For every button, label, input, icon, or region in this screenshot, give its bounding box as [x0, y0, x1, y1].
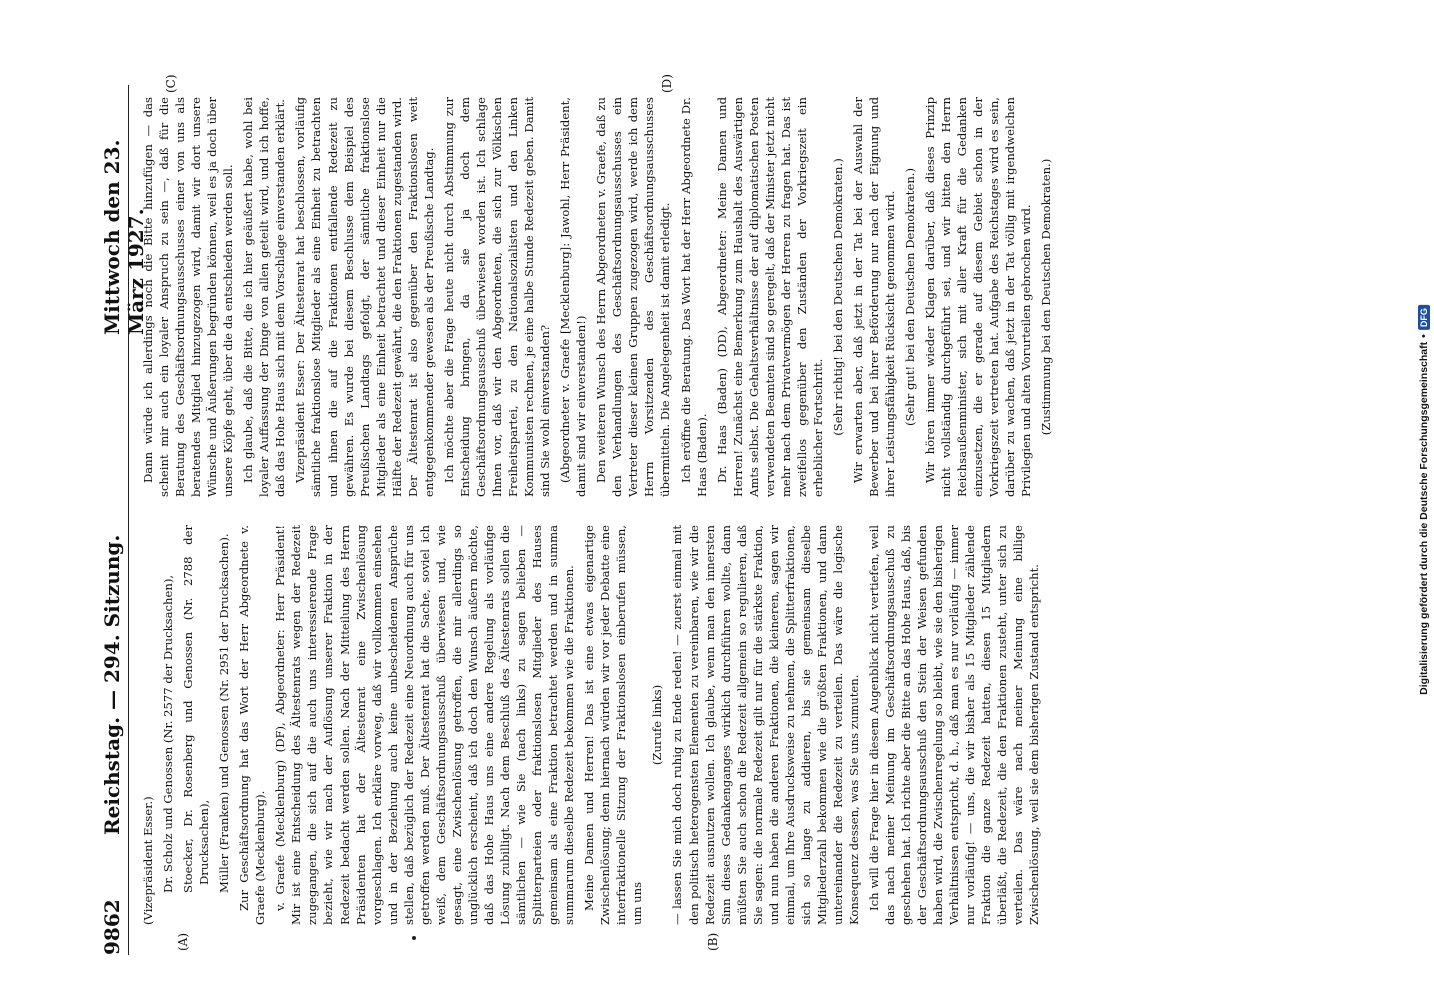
margin-marker-c: (C) — [164, 74, 178, 93]
speech-paragraph: Vizepräsident Esser: Der Ältestenrat hat beschlossen, vorläufig sämtliche fraktionslose Mitglieder als eine Einheit zu betrachten und ihnen die auf die Fraktionen entfallende Redezeit zu gewähren. Es wurde bei diesem Beschlusse dem Beispiel des Preußischen Landtags gefolgt, der sämtliche fraktionslose Mitglieder als eine Einheit betrachtet und dieser Einheit nur die Hälfte der Redezeit gewährt, die den Fraktionen zugestanden wird. Der Ältestenrat ist also gegenüber den Fraktionslosen weit entgegenkommender gewesen als der Preußische Landtag. — [293, 97, 436, 497]
paragraph: Ich glaube, daß die Bitte, die ich hier geäußert habe, wohl bei loyaler Auffassung der Dinge von allen geteilt wird, und ich hoffe, daß das Hohe Haus sich mit dem Vorschlage einverstanden erklärt. — [241, 97, 288, 497]
margin-marker-a: (A) — [176, 932, 190, 951]
credit-line — [1418, 305, 1430, 695]
paragraph: Dann würde ich allerdings noch die Bitte hinzufügen — das scheint mir auch ein loyaler Anspruch zu sein —, daß für die Beratung des Geschäftsordnungsausschusses einer von uns als beratendes Mitglied hinzugezogen wird, damit wir dort unsere Wünsche und Äußerungen begründen können, weil es ja doch über unsere Köpfe geht, über die da entschieden werden soll. — [141, 97, 236, 497]
interjection: (Zustimmung bei den Deutschen Demokraten.) — [1039, 158, 1054, 436]
header-date: Mittwoch den 23. März 1927. — [100, 139, 148, 335]
paragraph: Zur Geschäftsordnung hat das Wort der Herr Abgeordnete v. Graefe (Mecklenburg). — [237, 525, 268, 925]
digitization-credit — [1410, 6, 1432, 994]
speech-paragraph: Dr. Haas (Baden) (DD), Abgeordneter: Meine Damen und Herren! Zunächst eine Bemerkung zum Haushalt des Auswärtigen Amts selbst. Die Gehaltsverhältnisse der auf diplomatischen Posten verwendeten Beamten sind so geregelt, daß der Minister jetzt nicht mehr nach dem Privatvermögen der Herren zu fragen hat. Das ist zweifellos gegenüber den Zuständen der Vorkriegszeit ein erheblicher Fortschritt. — [714, 97, 825, 497]
paragraph: Wir hören immer wieder Klagen darüber, daß dieses Prinzip nicht vollständig durchgeführt sei, und wir bitten den Herrn Reichsaußenminister, sich mit aller Kraft für die Gedanken einzusetzen, die er gerade auf diesem Gebiet schon in der Vorkriegszeit vertreten hat. Aufgabe des Reichstages wird es sein, darüber zu wachen, daß jetzt in der Tat völlig mit irgendwelchen Privilegien und alten Vorurteilen gebrochen wird. — [923, 97, 1034, 497]
paragraph: Meine Damen und Herren! Das ist eine etwas eigenartige Zwischenlösung; denn hiernach würden wir vor jeder Debatte eine interfraktionelle Sitzung der Fraktionslosen einberufen müssen, um uns — [582, 525, 645, 925]
dfg-logo: DFG — [1418, 305, 1430, 330]
left-column — [140, 525, 1047, 925]
margin-dot — [412, 936, 416, 940]
list-item: Stoecker, Dr. Rosenberg und Genossen (Nr. 2788 der Drucksachen), — [181, 525, 212, 893]
paragraph: Den weiteren Wunsch des Herrn Abgeordneten v. Graefe, daß zu den Verhandlungen des Geschäftsordnungsausschusses ein Vertreter dieser kleinen Gruppen zugezogen wird, werde ich dem Herrn Vorsitzenden des Geschäftsordnungsausschusses übermitteln. Die Angelegenheit ist damit erledigt. — [594, 97, 673, 497]
interjection: (Sehr richtig! bei den Deutschen Demokraten.) — [830, 158, 845, 436]
margin-marker-d: (D) — [660, 74, 674, 93]
paragraph: (Vizepräsident Esser.) — [141, 796, 155, 925]
credit-text: Digitalisierung gefördert durch die Deutsche Forschungsgemeinschaft — [1418, 341, 1430, 695]
paragraph: Ich eröffne die Beratung. Das Wort hat der Herr Abgeordnete Dr. Haas (Baden). — [678, 97, 709, 497]
rotated-page — [80, 74, 1210, 955]
paragraph: — lassen Sie mich doch ruhig zu Ende reden! — zuerst einmal mit den politisch heterogensten Elementen zu vereinbaren, wie wir die Redezeit ausnutzen wollen. Ich glaube, wenn man den innersten Sinn dieses Gedankenganges wirklich durchführen wollte, dann müßten Sie auch schon die Redezeit allgemein so regulieren, daß Sie sagen: die normale Redezeit gilt nur für die stärkste Fraktion, und nun haben die anderen Fraktionen, die kleineren, sagen wir einmal, um Ihre Ausdrucksweise zu nehmen, die Splitterfraktionen, sich so lange zu addieren, bis sie gemeinsam dieselbe Mitgliederzahl bekommen wie die größten Fraktionen, und dann untereinander die Redezeit zu verteilen. Das wäre die logische Konsequenz dessen, was Sie uns zumuten. — [670, 525, 861, 925]
margin-marker-b: (B) — [706, 932, 720, 951]
interjection: (Sehr gut! bei den Deutschen Demokraten.) — [903, 167, 918, 427]
list-item: Müller (Franken) und Genossen (Nr. 2951 der Drucksachen). — [217, 533, 232, 893]
paragraph: Wir erwarten aber, daß jetzt in der Tat bei der Auswahl der Bewerber und bei ihrer Beförderung nur nach der Eignung und ihrer Leistungsfähigkeit Rücksicht genommen wird. — [850, 97, 898, 497]
credit-separator: • — [1418, 334, 1430, 338]
right-column — [140, 97, 1059, 497]
interjection: (Abgeordneter v. Graefe [Mecklenburg]: Jawohl, Herr Präsident, damit sind wir einverstanden!) — [558, 97, 589, 497]
header-title: Reichstag. — 294. Sitzung. — [100, 534, 124, 835]
interjection: (Zurufe links) — [650, 684, 665, 766]
header-rule — [128, 85, 129, 955]
paragraph: Ich will die Frage hier in diesem Augenblick nicht vertiefen, weil das nach meiner Meinung im Geschäftsordnungsausschuß zu geschehen hat. Ich richte aber die Bitte an das Hohe Haus, daß, bis der Geschäftsordnungsausschuß den Stein der Weisen gefunden haben wird, die Zwischenregelung so bleibt, wie sie den bisherigen Verhältnissen entspricht, d. h., daß man es nur vorläufig — immer nur vorläufig! — uns, die wir bisher als 15 Mitglieder zählende Fraktion die ganze Redezeit hatten, diesen 15 Mitgliedern überläßt, die Redezeit, die den Fraktionen zusteht, unter sich zu verteilen. Das wäre nach meiner Meinung eine billige Zwischenlösung, weil sie dem bisherigen Zustand entspricht. — [867, 525, 1042, 925]
list-item: Dr. Scholz und Genossen (Nr. 2577 der Drucksachen), — [161, 574, 176, 893]
page-number: 9862 — [100, 899, 124, 955]
paragraph: Ich möchte aber die Frage heute nicht durch Abstimmung zur Entscheidung bringen, da sie ja doch dem Geschäftsordnungsausschuß überwiesen worden ist. Ich schlage Ihnen vor, daß wir den Abgeordneten, die sich zur Völkischen Freiheitspartei, zu den Nationalsozialisten und den Linken Kommunisten rechnen, je eine halbe Stunde Redezeit geben. Damit sind Sie wohl einverstanden? — [441, 97, 553, 497]
speech-paragraph: v. Graefe (Mecklenburg) (DF), Abgeordneter: Herr Präsident! Mir ist eine Entscheidung des Ältestenrats wegen der Redezeit zugegangen, die sich auf die auch uns interessierende Frage bezieht, wie wir nach der Auflösung unserer Fraktion in der Redezeit bedacht werden sollen. Nach der Mitteilung des Herrn Präsidenten hat der Ältestenrat eine Zwischenlösung vorgeschlagen. Ich erkläre vorweg, daß wir vollkommen einsehen und in der Beziehung auch keine unbescheidenen Ansprüche stellen, daß bezüglich der Redezeit eine Neuordnung auch für uns getroffen werden muß. Der Ältestenrat hat die Sache, soviel ich weiß, dem Geschäftsordnungsausschuß überwiesen und, wie gesagt, eine Zwischenlösung getroffen, die mir allerdings so unglücklich erscheint, daß ich doch den Wunsch äußern möchte, daß das Hohe Haus uns eine andere Regelung als vorläufige Lösung zubilligt. Nach dem Beschluß des Ältestenrats sollen die sämtlichen — wie Sie (nach links) zu sagen belieben — Splitterparteien oder fraktionslosen Mitglieder des Hauses gemeinsam als eine Fraktion betrachtet werden und in summa summarum dieselbe Redezeit bekommen wie die Fraktionen. — [273, 525, 577, 925]
